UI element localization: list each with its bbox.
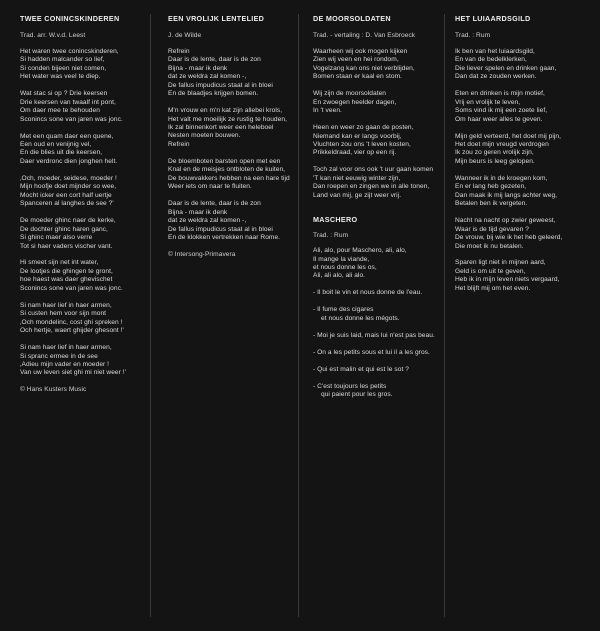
song-title: TWEE CONINCSKINDEREN xyxy=(20,14,120,23)
stanza xyxy=(313,90,441,115)
lyric-line: De lootjes die ghingen te gront, xyxy=(20,267,113,275)
lyric-line: M'n vrouw en m'n kat zijn allebei krols, xyxy=(168,107,283,115)
lyric-line: Il mange la viande, xyxy=(313,255,370,263)
lyric-line: Mijn hoofje doet mijnder so wee, xyxy=(20,183,117,191)
lyric-line: De fallus impudicus staat al in bloei xyxy=(168,81,273,89)
lyric-line: Vogelzang kan ons niet verblijden, xyxy=(313,64,415,72)
lyric-line: Wanneer ik in de kroegen kom, xyxy=(455,174,548,182)
lyric-line: Si spranc ermee in de see xyxy=(20,352,98,360)
lyric-line: Bomen staan er kaal en stom. xyxy=(313,73,402,81)
song-title: HET LUIAARDSGILD xyxy=(455,14,531,23)
lyric-line: En er lang heb gezeten, xyxy=(455,183,527,191)
lyric-line: De fallus impudicus staat al in bloei xyxy=(168,225,273,233)
lyric-line: Nacht na nacht op zwier geweest, xyxy=(455,217,556,225)
stanza xyxy=(313,366,441,374)
lyric-line: Si custen hem voor sijn mont xyxy=(20,310,107,318)
lyric-line: Zien wij veen en hei rondom, xyxy=(313,56,399,64)
lyric-line: In 't veen. xyxy=(313,107,342,115)
stanza xyxy=(20,344,148,378)
copyright-notice: © Hans Kusters Music xyxy=(20,386,87,394)
lyric-line: Spanceren al langhes de see ?' xyxy=(20,200,114,208)
lyric-line: Wij zijn de moorsoldaten xyxy=(313,90,387,98)
lyric-line: Daar is de lente, daar is de zon xyxy=(168,200,261,208)
lyric-line: qui paient pour les gros. xyxy=(321,391,393,399)
lyric-line: Het water was veel te diep. xyxy=(20,73,101,81)
lyric-line: Mocht icker een cort half uertje xyxy=(20,191,112,199)
lyric-line: Heb ik in mijn leven niets vergaard, xyxy=(455,276,560,284)
lyric-line: - Moi je suis laid, mais lui n'est pas beau. xyxy=(313,331,435,339)
stanza xyxy=(20,175,148,209)
stanza xyxy=(20,90,148,124)
stanza xyxy=(313,383,441,400)
stanza xyxy=(20,48,148,82)
lyric-line: Nesten moeten bouwen. xyxy=(168,132,241,140)
stanza xyxy=(313,349,441,357)
lyric-line: - On a les petits sous et lui il a les gros. xyxy=(313,348,430,356)
column-divider xyxy=(150,14,151,617)
stanza xyxy=(168,107,296,149)
lyric-line: En de blaadjes krijgen bomen. xyxy=(168,90,259,98)
lyric-line: Refrein xyxy=(168,47,190,55)
lyric-line: En de klokken vertrekken naar Rome. xyxy=(168,234,281,242)
stanza xyxy=(313,332,441,340)
stanza xyxy=(20,302,148,336)
stanza xyxy=(313,289,441,297)
lyric-line: Och hertje, waert ghijder ghesont !' xyxy=(20,327,124,335)
song-credit: Trad. - vertaling : D. Van Esbroeck xyxy=(313,32,416,40)
copyright-notice: © Intersong-Primavera xyxy=(168,250,236,258)
lyric-line: En die blies uit die keersen, xyxy=(20,149,103,157)
lyric-line: Dan dat ze zouden werken. xyxy=(455,73,537,81)
lyric-line: Si conden bijeen niet comen, xyxy=(20,64,107,72)
lyric-line: Prikkeldraad, vier op een rij. xyxy=(313,149,397,157)
column-2 xyxy=(168,10,296,259)
lyric-line: Betalen ben ik vergeten. xyxy=(455,200,528,208)
lyric-line: Ali, alo, pour Maschero, ali, alo, xyxy=(313,247,407,255)
song-credit: Trad. : Rum xyxy=(313,231,349,239)
lyric-line: Dan roepen en zingen we in alle tonen, xyxy=(313,183,430,191)
lyric-line: Een oud en venijnig vel, xyxy=(20,140,92,148)
lyric-line: dat ze weldra zal komen -, xyxy=(168,217,247,225)
lyric-line: Van uw leven siet ghi mi niet weer !' xyxy=(20,369,126,377)
lyric-line: Si ghinc maer also verre xyxy=(20,234,93,242)
lyric-line: - Qui est malin et qui est le sot ? xyxy=(313,365,409,373)
lyric-line: Si nam haer lief in haer armen, xyxy=(20,344,112,352)
lyric-line: Knal en de meisjes ontbloten de kuiten, xyxy=(168,166,286,174)
lyric-line: et nous donne les os, xyxy=(313,264,377,272)
lyric-line: De bouwvakkers hebben na een hare tijd xyxy=(168,174,290,182)
lyric-line: dat ze weldra zal komen -, xyxy=(168,73,247,81)
lyric-line: Si hadden malcander so lief, xyxy=(20,56,105,64)
lyric-line: Mijn geld verteerd, het doet mij pijn, xyxy=(455,132,561,140)
lyric-line: - Il boit le vin et nous donne de l'eau. xyxy=(313,289,423,297)
lyric-line: Om daer mee te behouden xyxy=(20,107,100,115)
song-title: MASCHERO xyxy=(313,215,358,225)
lyric-line: 'T kan niet eeuwig winter zijn, xyxy=(313,174,401,182)
lyric-line: Ik zal binnenkort weer een heleboel xyxy=(168,124,274,132)
lyric-line: Vluchten zou ons 't leven kosten, xyxy=(313,140,411,148)
lyric-line: Mijn beurs is leeg gelopen. xyxy=(455,157,535,165)
stanza xyxy=(455,175,583,209)
stanza xyxy=(313,166,441,200)
stanza xyxy=(313,247,441,281)
lyric-line: En zwoegen heelder dagen, xyxy=(313,98,397,106)
lyric-line: De bloemboten barsten open met een xyxy=(168,157,281,165)
lyric-line: Eten en drinken is mijn motief, xyxy=(455,90,545,98)
lyric-line: De dochter ghinc haren ganc, xyxy=(20,225,108,233)
lyric-line: Het valt me moeilijk ze rustig te houden, xyxy=(168,115,287,123)
stanza xyxy=(455,217,583,251)
lyric-line: Het blijft mij om het even. xyxy=(455,284,531,292)
lyric-line: Drie keersen van twaalf int pont, xyxy=(20,98,116,106)
lyric-line: Toch zal voor ons ook 't uur gaan komen xyxy=(313,166,434,174)
column-3 xyxy=(313,10,441,408)
lyric-line: Het waren twee conincskinderen, xyxy=(20,47,119,55)
lyric-line: Om haar weer alles te geven. xyxy=(455,115,543,123)
song-credit: Trad. : Rum xyxy=(455,32,491,40)
song-title: DE MOORSOLDATEN xyxy=(313,14,391,23)
lyric-line: - C'est toujours les petits xyxy=(313,382,387,390)
lyric-line: Daer verdronc dien jonghen helt. xyxy=(20,157,118,165)
stanza xyxy=(168,48,296,99)
stanza xyxy=(313,306,441,323)
lyric-line: Die moet ik nu betalen. xyxy=(455,242,524,250)
stanza xyxy=(455,90,583,124)
stanza xyxy=(168,200,296,242)
lyric-line: De moeder ghinc naer de kerke, xyxy=(20,217,116,225)
lyric-line: et nous donne les mégots. xyxy=(321,314,400,322)
lyric-line: En van de bedelklerken, xyxy=(455,56,527,64)
lyric-line: Bijna - maar ik denk xyxy=(168,64,228,72)
song-credit: Trad. arr. W.v.d. Leest xyxy=(20,32,86,40)
stanza xyxy=(20,133,148,167)
lyric-line: Het doet mijn vreugd verdrogen xyxy=(455,140,549,148)
stanza xyxy=(455,133,583,167)
column-divider xyxy=(444,14,445,617)
lyric-line: De vrouw, bij wie ik het heb geleerd, xyxy=(455,234,563,242)
lyric-line: Bijna - maar ik denk xyxy=(168,208,228,216)
lyric-line: Sparen ligt niet in mijnen aard, xyxy=(455,259,546,267)
column-divider xyxy=(298,14,299,617)
column-1 xyxy=(20,10,148,395)
lyric-line: Sconincs sone van jaren was jonc. xyxy=(20,284,123,292)
lyric-line: Si nam haer lief in haer armen, xyxy=(20,301,112,309)
lyric-line: Land van mij, ge zijt weer vrij. xyxy=(313,191,402,199)
stanza xyxy=(313,48,441,82)
lyric-line: Die liever spelen en drinken gaan, xyxy=(455,64,557,72)
lyric-line: hoe haest was daer ghevischet xyxy=(20,276,113,284)
lyric-line: Met een quam daer een quene, xyxy=(20,132,114,140)
stanza xyxy=(455,48,583,82)
lyric-line: Daar is de lente, daar is de zon xyxy=(168,56,261,64)
lyric-line: Ali, ali alo, ali alo. xyxy=(313,272,366,280)
lyric-line: Wat stac si op ? Drie keersen xyxy=(20,90,108,98)
song-title: EEN VROLIJK LENTELIED xyxy=(168,14,265,23)
stanza xyxy=(168,158,296,192)
lyric-line: ‚Adieu mijn vader en moeder ! xyxy=(20,361,110,368)
lyric-line: Heen en weer zo gaan de posten, xyxy=(313,124,414,132)
lyric-line: - Il fume des cigares xyxy=(313,306,374,314)
lyric-line: Hi smeet sijn net int water, xyxy=(20,259,99,267)
song-credit: J. de Wilde xyxy=(168,32,202,40)
column-4 xyxy=(455,10,583,302)
stanza xyxy=(20,259,148,293)
lyric-line: Sconincs sone van jaren was jonc. xyxy=(20,115,123,123)
lyric-line: Ik zou zo geren vrolijk zijn, xyxy=(455,149,534,157)
stanza xyxy=(455,259,583,293)
lyric-line: Soms vind ik mij een zoete lief, xyxy=(455,107,548,115)
lyric-line: Tot si haer vaders vischer vant. xyxy=(20,242,113,250)
lyric-line: ‚Och, moeder, seidese, moeder ! xyxy=(20,174,117,182)
lyric-line: Geld is om uit te geven, xyxy=(455,267,526,275)
lyric-line: Waar is de tijd gevaren ? xyxy=(455,225,529,233)
lyric-line: Ik ben van het luiaardsgild, xyxy=(455,47,535,55)
stanza xyxy=(313,124,441,158)
lyric-line: Waarheen wij ook mogen kijken xyxy=(313,47,408,55)
lyric-line: Dan maak ik mij langs achter weg, xyxy=(455,191,558,199)
lyric-line: Refrein xyxy=(168,140,190,148)
stanza xyxy=(20,217,148,251)
lyric-line: ‚Och mondelinc, cost ghi spreken ! xyxy=(20,318,123,326)
lyric-line: Vrij en vrolijk te leven, xyxy=(455,98,521,106)
lyric-line: Niemand kan er langs voorbij, xyxy=(313,132,402,140)
lyric-line: Weer iets om naar te fluiten. xyxy=(168,183,252,191)
